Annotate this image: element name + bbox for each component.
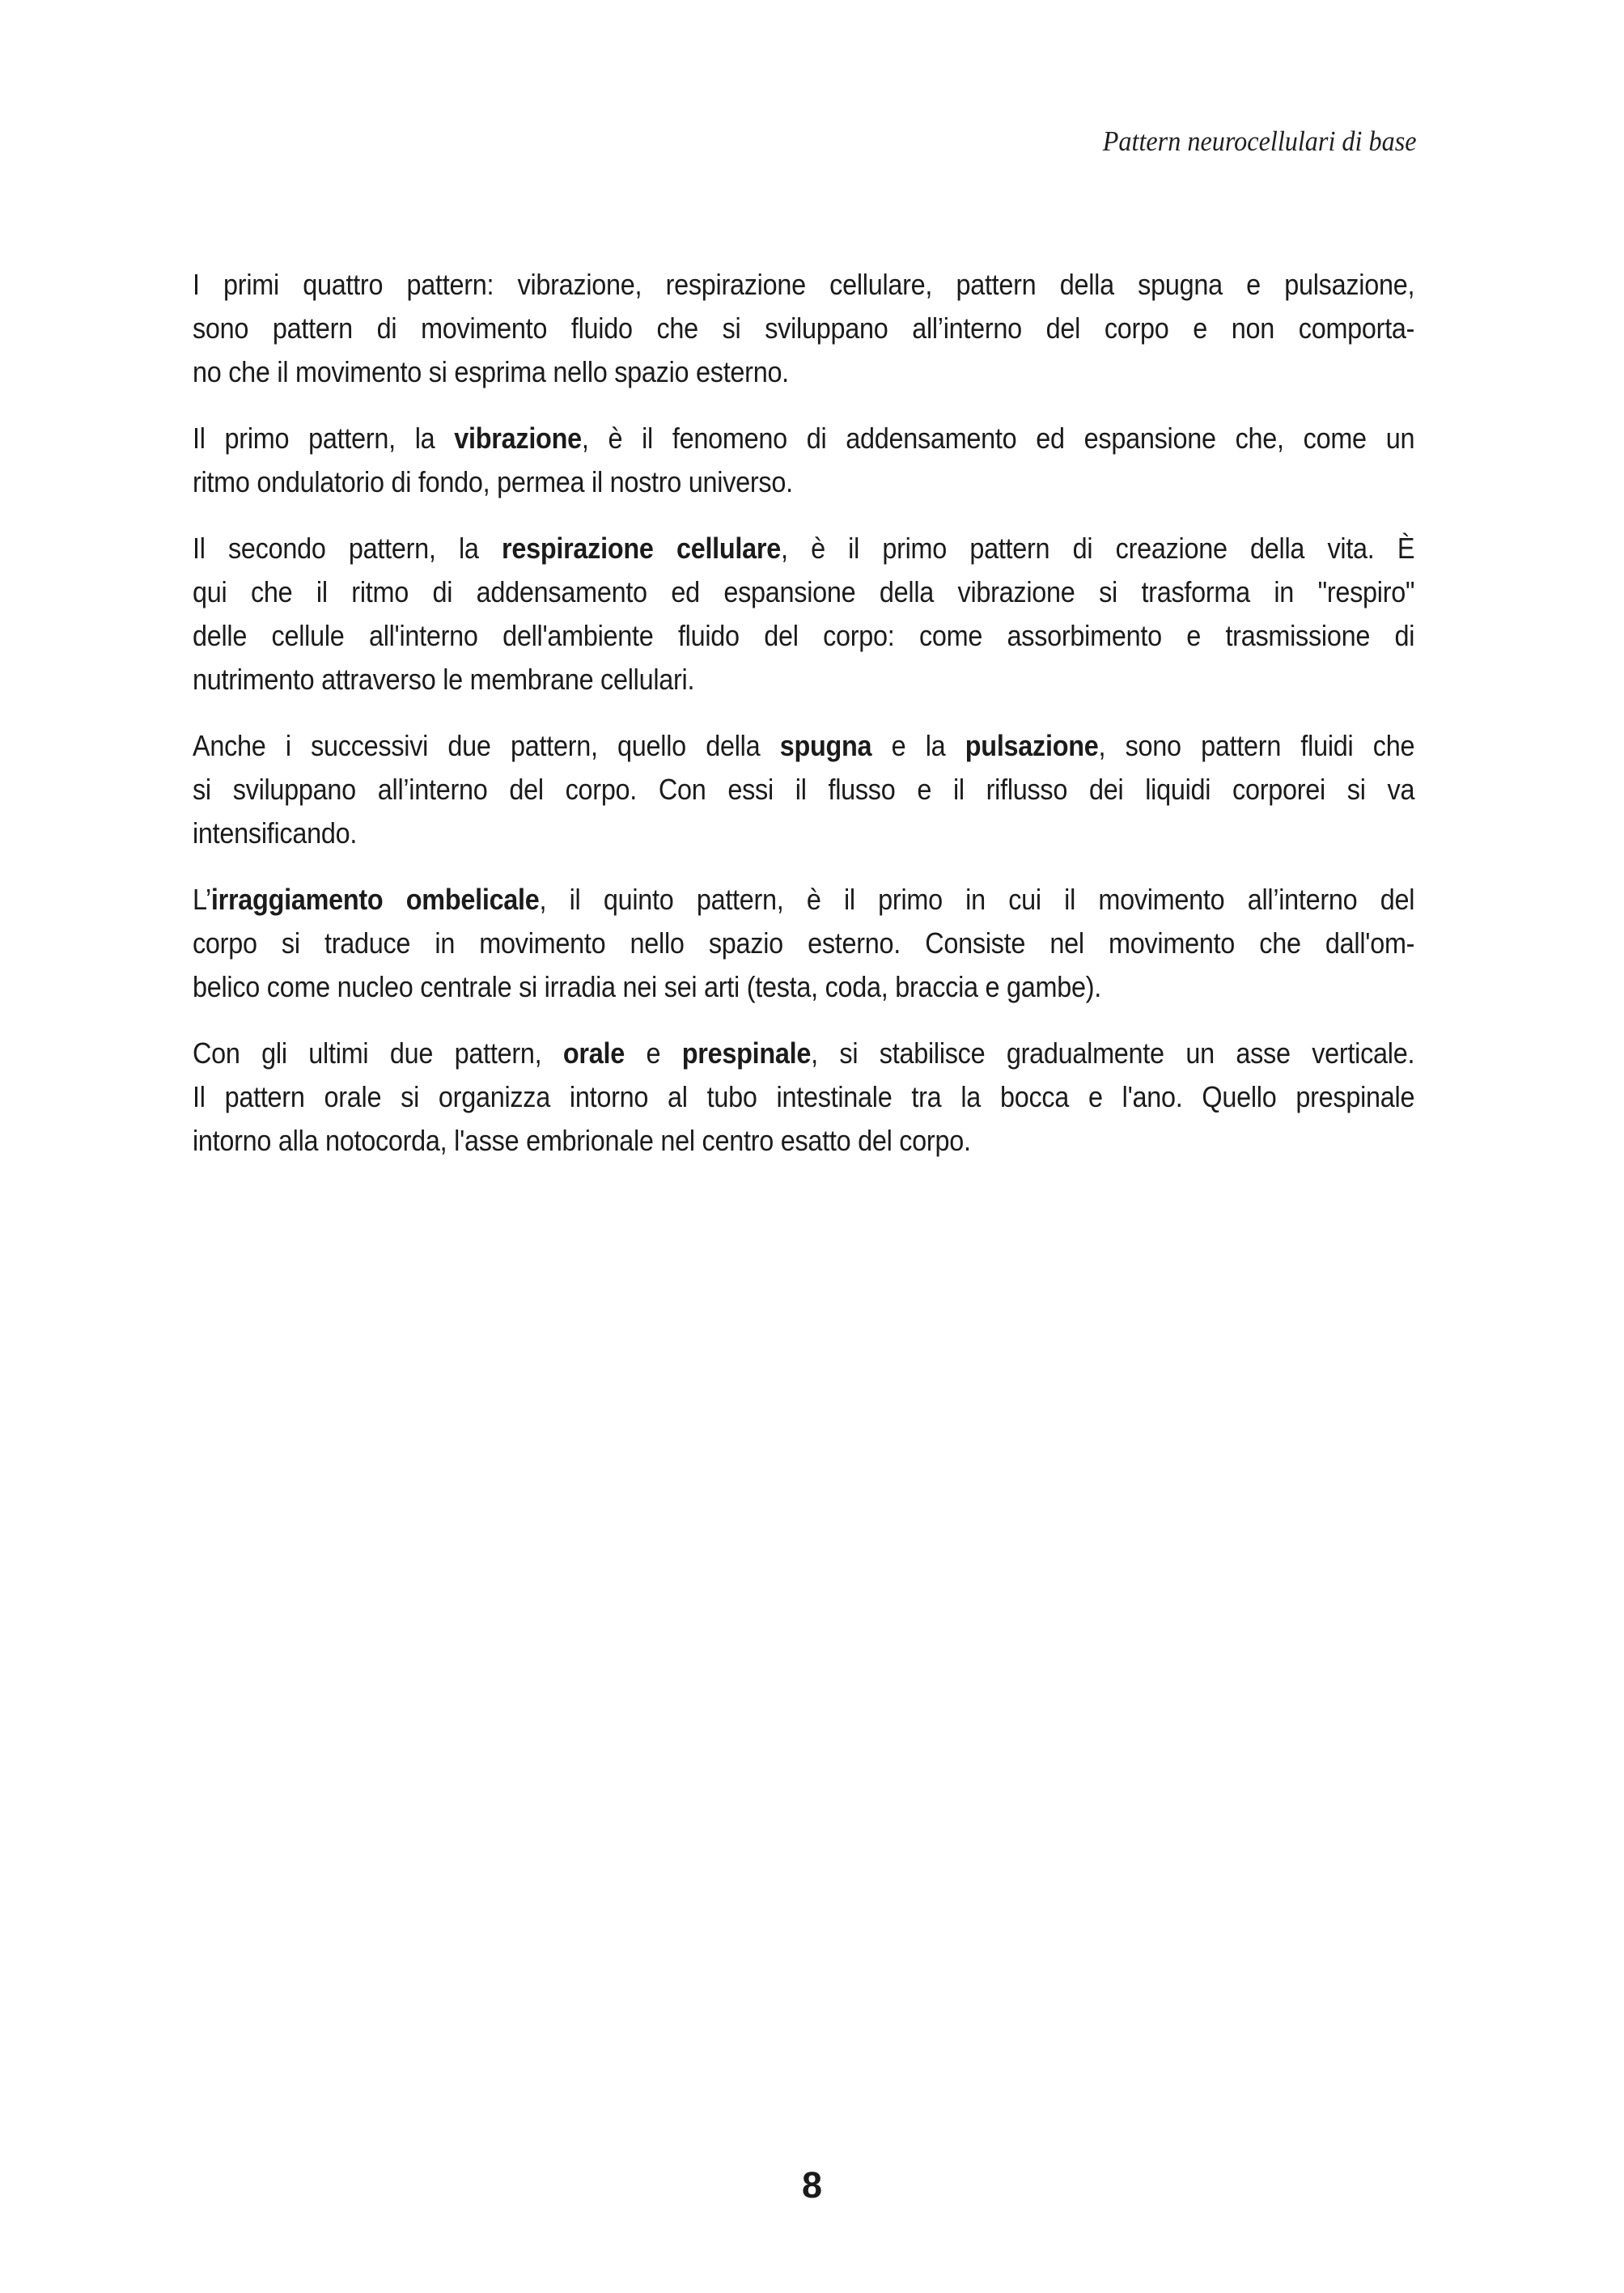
running-head: Pattern neurocellulari di base (1103, 125, 1417, 157)
text-run: Il primo pattern, la (193, 422, 455, 455)
text-line (193, 812, 1414, 855)
text-run: I primi quattro pattern: vibrazione, respirazione cellulare, pattern della spugna e pulsazione, (193, 268, 1415, 301)
text-run: , è il fenomeno di addensamento ed espansione che, come un (581, 422, 1415, 455)
text-run: intorno alla notocorda, l'asse embrionale nel centro esatto del corpo. (193, 1124, 971, 1157)
text-line (193, 460, 1414, 504)
text-line (193, 350, 1414, 394)
text-run: ritmo ondulatorio di fondo, permea il nostro universo. (193, 465, 793, 498)
bold-term: spugna (779, 729, 872, 762)
bold-term: vibrazione (454, 422, 582, 455)
text-run: L’ (193, 883, 211, 916)
text-run: Con gli ultimi due pattern, (193, 1036, 563, 1070)
text-run: si sviluppano all’interno del corpo. Con essi il flusso e il riflusso dei liquidi corporei si va (193, 773, 1415, 806)
text-line (193, 1119, 1414, 1163)
text-run: , sono pattern fluidi che (1098, 729, 1415, 762)
bold-term: irraggiamento ombelicale (210, 883, 540, 916)
text-line (193, 878, 1414, 922)
text-line (193, 263, 1414, 307)
text-line (193, 1032, 1414, 1075)
paragraph (193, 1032, 1414, 1163)
paragraph (193, 527, 1414, 701)
bold-term: respirazione cellulare (501, 532, 782, 565)
text-line (193, 307, 1414, 350)
body-text (193, 263, 1414, 1185)
text-run: Anche i successivi due pattern, quello della (193, 729, 780, 762)
paragraph (193, 263, 1414, 394)
text-line (193, 965, 1414, 1009)
paragraph (193, 878, 1414, 1009)
bold-term: orale (562, 1036, 625, 1070)
text-run: corpo si traduce in movimento nello spazio esterno. Consiste nel movimento che dall'om- (193, 926, 1415, 960)
text-run: , si stabilisce gradualmente un asse verticale. (811, 1036, 1415, 1070)
paragraph (193, 724, 1414, 855)
text-run: nutrimento attraverso le membrane cellulari. (193, 663, 695, 696)
text-line (193, 768, 1414, 812)
text-run: intensificando. (193, 816, 358, 850)
text-run: , è il primo pattern di creazione della vita. È (781, 532, 1415, 565)
text-run: e la (871, 729, 965, 762)
text-line (193, 570, 1414, 614)
text-run: e (624, 1036, 682, 1070)
paragraph (193, 417, 1414, 504)
bold-term: pulsazione (965, 729, 1099, 762)
text-run: delle cellule all'interno dell'ambiente fluido del corpo: come assorbimento e trasmissione di (193, 619, 1415, 652)
text-run: belico come nucleo centrale si irradia nei sei arti (testa, coda, braccia e gambe). (193, 970, 1101, 1003)
text-line (193, 922, 1414, 965)
bold-term: prespinale (681, 1036, 812, 1070)
text-run: sono pattern di movimento fluido che si sviluppano all’interno del corpo e non comporta- (193, 312, 1415, 345)
text-line (193, 614, 1414, 658)
text-run: no che il movimento si esprima nello spazio esterno. (193, 355, 789, 388)
text-run: Il secondo pattern, la (193, 532, 502, 565)
text-line (193, 1075, 1414, 1119)
text-run: Il pattern orale si organizza intorno al tubo intestinale tra la bocca e l'ano. Quello prespinale (193, 1080, 1415, 1113)
page-number: 8 (801, 2164, 823, 2206)
text-run: , il quinto pattern, è il primo in cui il movimento all’interno del (539, 883, 1415, 916)
text-run: qui che il ritmo di addensamento ed espansione della vibrazione si trasforma in "respiro" (193, 575, 1415, 608)
text-line (193, 527, 1414, 570)
text-line (193, 658, 1414, 701)
text-line (193, 724, 1414, 768)
text-line (193, 417, 1414, 460)
